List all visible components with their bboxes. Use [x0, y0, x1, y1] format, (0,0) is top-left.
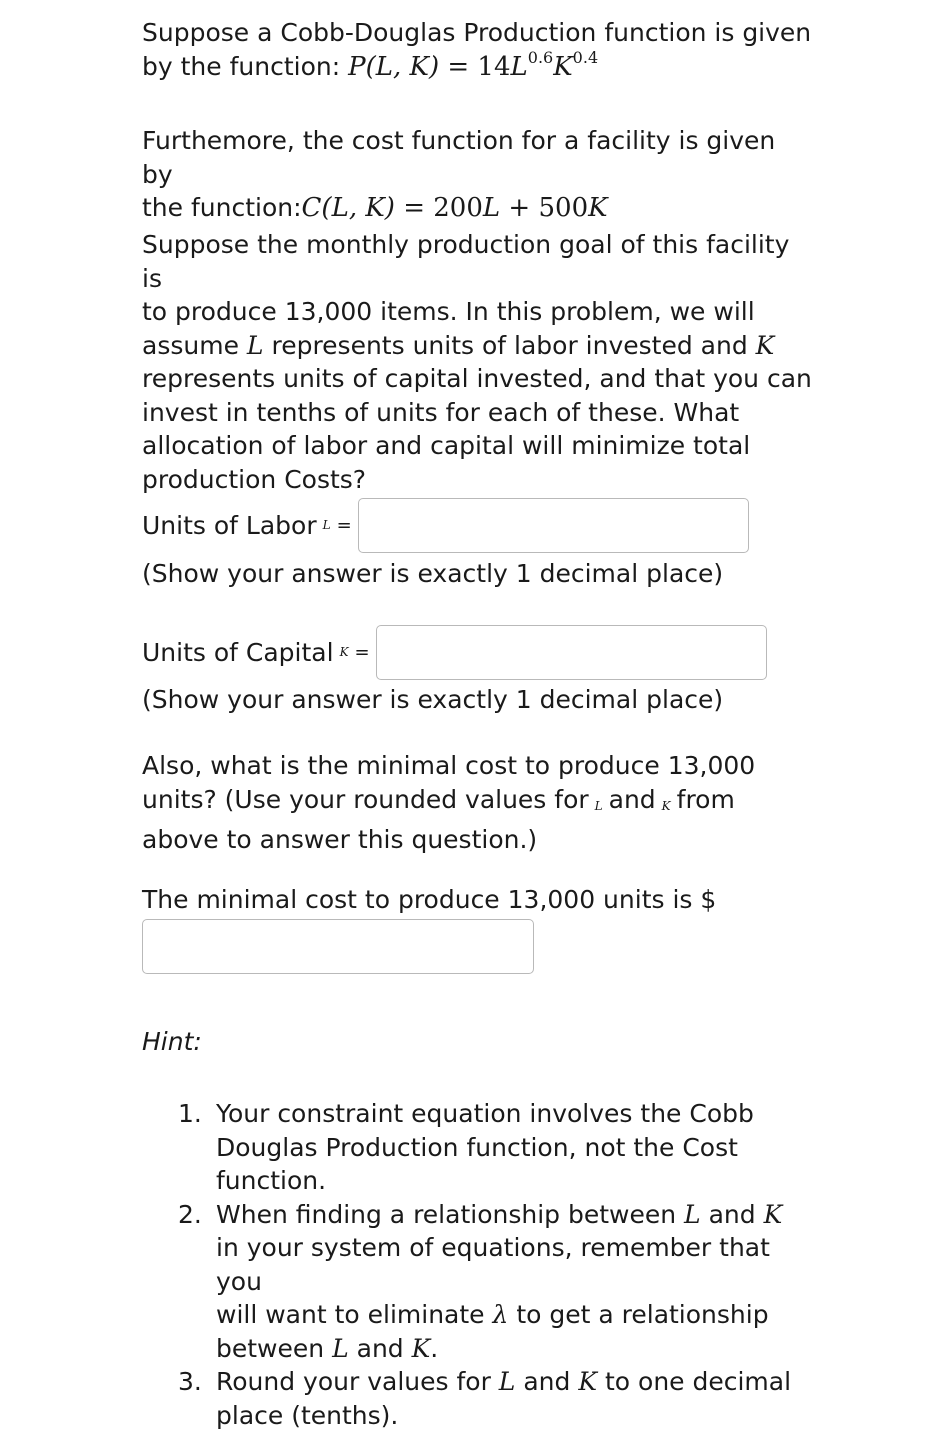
- hint-2-line-1a: When finding a relationship between: [216, 1199, 685, 1229]
- hint-3-line-1c: to one decimal: [597, 1367, 792, 1396]
- hint-title: Hint:: [142, 1027, 202, 1056]
- intro-line-2-prefix: by the function:: [142, 51, 349, 81]
- cost-line-2-prefix: the function:: [142, 193, 302, 222]
- hint-1-line-1: Your constraint equation involves the Cobb: [216, 1099, 754, 1128]
- hint-number-2: 2.: [178, 1199, 202, 1229]
- hint-item-2: [178, 1198, 808, 1366]
- labor-label: Units of Labor: [142, 510, 317, 540]
- hint-2-var-k: K: [763, 1199, 783, 1229]
- labor-input[interactable]: [358, 498, 749, 553]
- mincost-input[interactable]: [142, 919, 534, 974]
- also-line-3: above to answer this question.): [142, 825, 538, 854]
- problem-line-3a: assume: [142, 330, 247, 360]
- labor-equals: =: [336, 514, 352, 536]
- production-fn-coef: 14: [477, 51, 511, 82]
- also-line-1: Also, what is the minimal cost to produce 13,000: [142, 751, 756, 780]
- hint-number-1: 1.: [178, 1099, 202, 1128]
- cost-fn-capital-var: K: [588, 193, 608, 223]
- hint-number-3: 3.: [178, 1367, 202, 1396]
- cost-fn-capital-coef: 500: [538, 193, 589, 223]
- cost-fn-lhs: C(L, K): [301, 193, 395, 223]
- problem-line-3b: represents units of labor invested and: [263, 330, 756, 360]
- hint-2-var-l: L: [684, 1199, 701, 1229]
- hint-3-line-1a: Round your values for: [216, 1367, 499, 1396]
- production-fn-exp-k: 0.4: [572, 47, 599, 67]
- hint-3-line-1b: and: [515, 1367, 579, 1396]
- cost-fn-plus: +: [500, 193, 539, 223]
- cost-paragraph: [142, 124, 812, 226]
- labor-note: (Show your answer is exactly 1 decimal place): [142, 559, 724, 588]
- hint-3-var-k: K: [578, 1367, 598, 1396]
- also-var-l: L: [594, 798, 603, 813]
- hint-2-line-3b: to get a relationship: [508, 1300, 769, 1329]
- hint-list: [178, 1097, 808, 1432]
- problem-line-1: Suppose the monthly production goal of this facility is: [142, 230, 790, 293]
- production-function: [348, 47, 599, 82]
- hint-2-var-k-2: K: [411, 1333, 431, 1363]
- var-l: L: [246, 330, 264, 360]
- capital-equals: =: [354, 641, 370, 663]
- hint-2-line-1b: and: [700, 1199, 764, 1229]
- problem-paragraph: [142, 228, 812, 496]
- hint-1-line-3: function.: [216, 1166, 327, 1195]
- production-fn-lhs: P(L, K): [348, 51, 440, 82]
- capital-var-symbol: K: [339, 644, 349, 659]
- hint-2-line-2: in your system of equations, remember that you: [216, 1233, 770, 1296]
- production-fn-var-l: L: [510, 51, 528, 82]
- intro-line-1: Suppose a Cobb-Douglas Production function is given: [142, 18, 812, 47]
- problem-line-5: invest in tenths of units for each of these. What: [142, 397, 740, 427]
- hint-2-line-4c: .: [430, 1333, 439, 1363]
- var-k: K: [755, 330, 775, 360]
- hint-2-var-l-2: L: [332, 1333, 349, 1363]
- problem-line-4: represents units of capital invested, and that you can: [142, 364, 812, 393]
- hint-3-var-l: L: [498, 1367, 516, 1396]
- hint-item-1: [178, 1097, 808, 1198]
- also-line-2a: units? (Use your rounded values for: [142, 784, 589, 814]
- cost-fn-labor-coef: 200: [433, 193, 483, 223]
- hint-2-line-4b: and: [348, 1333, 412, 1363]
- capital-input[interactable]: [376, 625, 767, 680]
- problem-line-7: production Costs?: [142, 464, 367, 494]
- mincost-label: The minimal cost to produce 13,000 units is $: [142, 885, 717, 914]
- cost-function: [302, 193, 608, 223]
- hint-3-line-2: place (tenths).: [216, 1400, 399, 1430]
- cost-fn-equals: =: [394, 193, 434, 223]
- cost-fn-labor-var: L: [482, 193, 501, 223]
- production-fn-exp-l: 0.6: [527, 47, 554, 67]
- also-line-2b: and: [608, 784, 656, 814]
- production-fn-equals: =: [439, 51, 478, 82]
- capital-answer-row: [142, 625, 767, 680]
- labor-var-symbol: L: [322, 517, 331, 532]
- also-paragraph: [142, 749, 812, 857]
- hint-item-3: [178, 1365, 808, 1432]
- cost-line-1: Furthemore, the cost function for a facility is given by: [142, 126, 776, 189]
- hint-2-line-4a: between: [216, 1333, 333, 1363]
- lambda-symbol: λ: [492, 1300, 509, 1329]
- problem-line-2: to produce 13,000 items. In this problem, we will: [142, 297, 755, 326]
- capital-note: (Show your answer is exactly 1 decimal place): [142, 685, 724, 714]
- also-var-k: K: [661, 798, 671, 813]
- problem-line-6: allocation of labor and capital will minimize total: [142, 431, 751, 460]
- also-line-2c: from: [676, 784, 735, 814]
- labor-answer-row: [142, 498, 749, 553]
- intro-paragraph: [142, 16, 812, 84]
- capital-label: Units of Capital: [142, 637, 334, 667]
- hint-1-line-2: Douglas Production function, not the Cost: [216, 1132, 738, 1162]
- hint-2-line-3a: will want to eliminate: [216, 1300, 493, 1329]
- production-fn-var-k: K: [553, 51, 573, 82]
